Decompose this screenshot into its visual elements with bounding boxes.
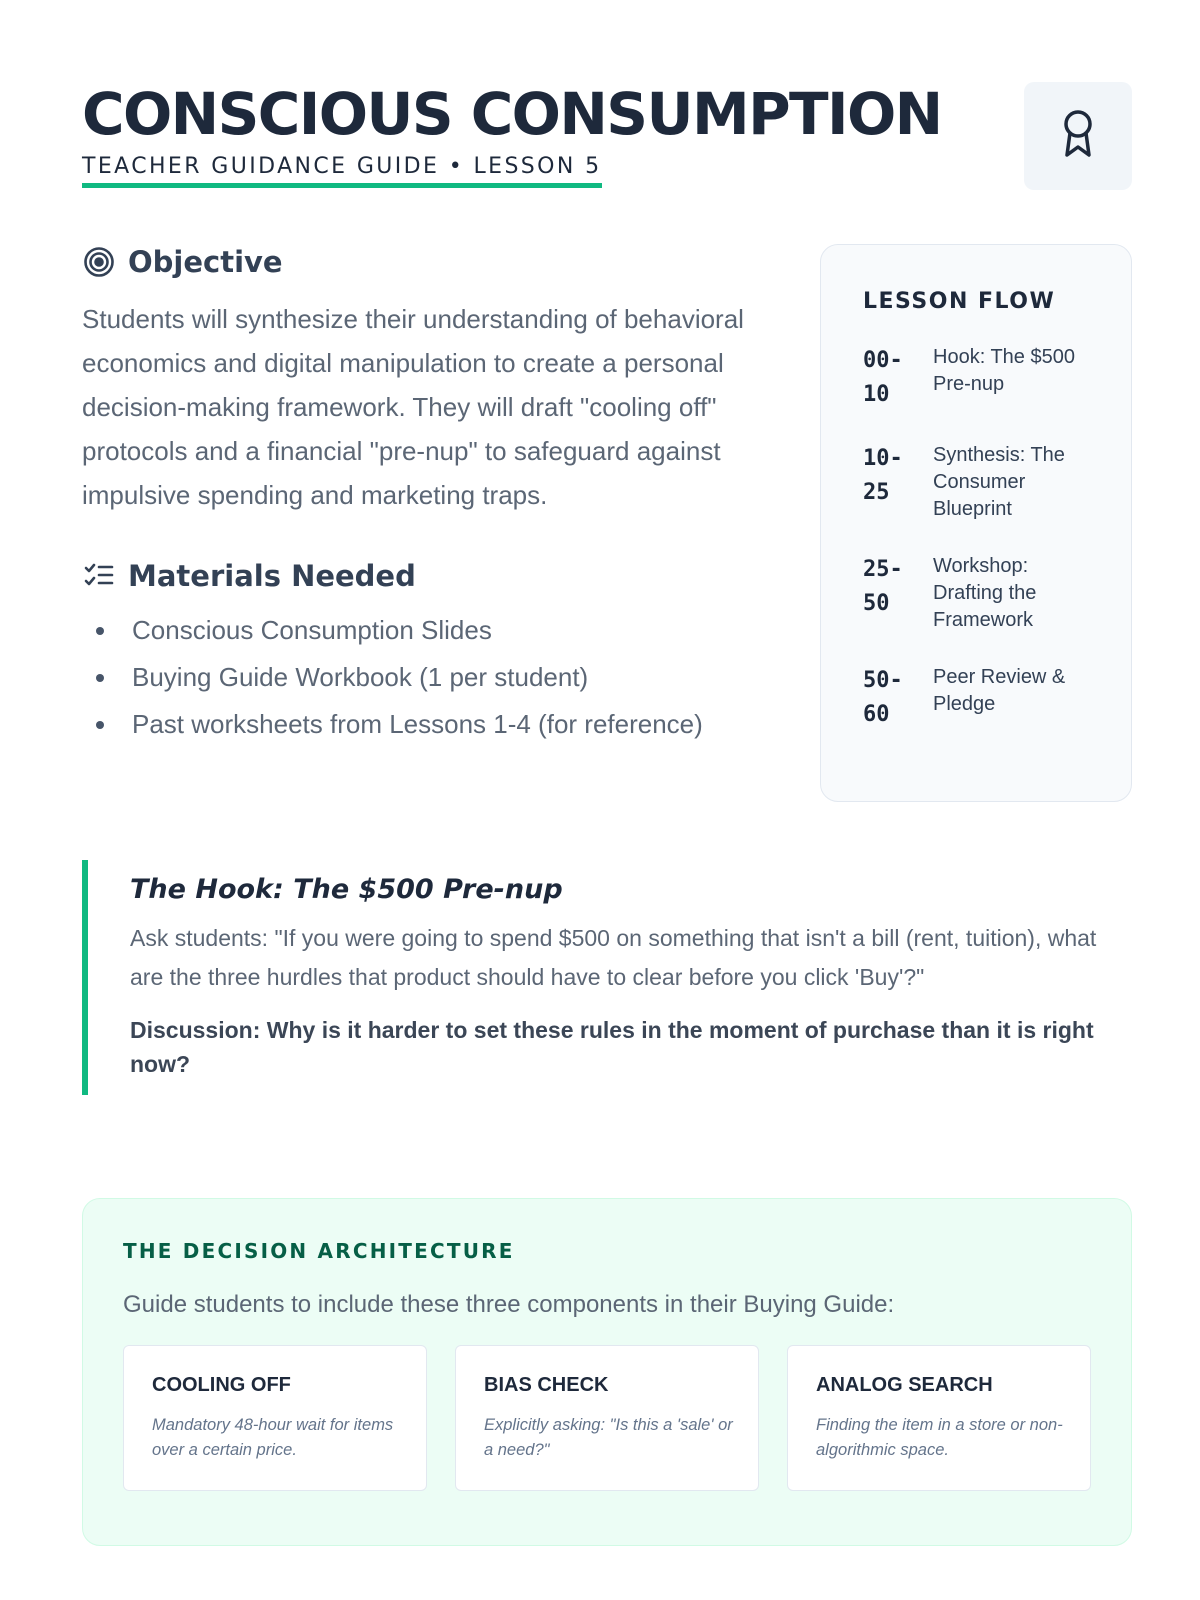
materials-heading-text: Materials Needed (128, 559, 416, 593)
lesson-flow-label: Synthesis: The Consumer Blueprint (933, 444, 1065, 520)
component-card-title: ANALOG SEARCH (816, 1374, 993, 1396)
component-card-text: Finding the item in a store or non-algorithmic space. (816, 1416, 1063, 1459)
award-ribbon-icon (1061, 109, 1095, 164)
objective-heading (82, 245, 782, 279)
lesson-flow-time: 00-10 (863, 348, 903, 407)
lesson-flow-label: Hook: The $500 Pre-nup (933, 346, 1075, 395)
hook-text: Ask students: "If you were going to spend $500 on something that isn't a bill (rent, tuition), what are the three hurdles that product should have to clear before you click 'Buy'?" (130, 925, 1097, 990)
objective-heading-text: Objective (128, 245, 283, 279)
lesson-flow-row (863, 553, 1101, 634)
decision-architecture-intro: Guide students to include these three components in their Buying Guide: (123, 1291, 895, 1318)
lesson-flow-title: LESSON FLOW (863, 289, 1056, 314)
lesson-flow-time: 25-50 (863, 557, 903, 616)
lesson-flow-row (863, 442, 1101, 523)
materials-heading (82, 559, 782, 593)
page-subtitle: TEACHER GUIDANCE GUIDE • LESSON 5 (82, 154, 602, 188)
component-card-bias-check (455, 1345, 759, 1491)
list-item: Past worksheets from Lessons 1-4 (for reference) (82, 701, 782, 748)
badge-box (1024, 82, 1132, 190)
page-title: CONSCIOUS CONSUMPTION (82, 80, 942, 148)
component-card-text: Explicitly asking: "Is this a 'sale' or a need?" (484, 1416, 733, 1459)
component-card-text: Mandatory 48-hour wait for items over a certain price. (152, 1416, 394, 1459)
hook-title: The Hook: The $500 Pre-nup (130, 874, 563, 905)
objective-text: Students will synthesize their understanding of behavioral economics and digital manipulation to create a personal decision-making framework. They will draft "cooling off" protocols and a financial "pre-nup" to safeguard against impulsive spending and marketing traps. (82, 304, 744, 510)
target-icon (82, 245, 116, 279)
component-card-analog-search (787, 1345, 1091, 1491)
lesson-flow-card (820, 244, 1132, 802)
hook-discussion: Discussion: Why is it harder to set these rules in the moment of purchase than it is right now? (130, 1017, 1094, 1077)
list-item: Buying Guide Workbook (1 per student) (82, 654, 782, 701)
lesson-flow-time: 50-60 (863, 668, 903, 727)
lesson-flow-row (863, 344, 1101, 412)
list-item: Conscious Consumption Slides (82, 607, 782, 654)
component-cards (123, 1345, 1091, 1491)
materials-list (82, 607, 782, 748)
page-header (82, 82, 1132, 188)
decision-architecture-panel (82, 1198, 1132, 1546)
checklist-icon (82, 559, 116, 593)
component-card-cooling-off (123, 1345, 427, 1491)
lesson-flow-row (863, 664, 1101, 732)
lesson-flow-time: 10-25 (863, 446, 903, 505)
lesson-flow-label: Peer Review & Pledge (933, 666, 1066, 715)
hook-callout (82, 860, 1132, 1095)
component-card-title: COOLING OFF (152, 1374, 291, 1396)
left-column (82, 245, 782, 748)
component-card-title: BIAS CHECK (484, 1374, 609, 1396)
lesson-flow-label: Workshop: Drafting the Framework (933, 555, 1037, 631)
decision-architecture-title: THE DECISION ARCHITECTURE (123, 1239, 515, 1263)
